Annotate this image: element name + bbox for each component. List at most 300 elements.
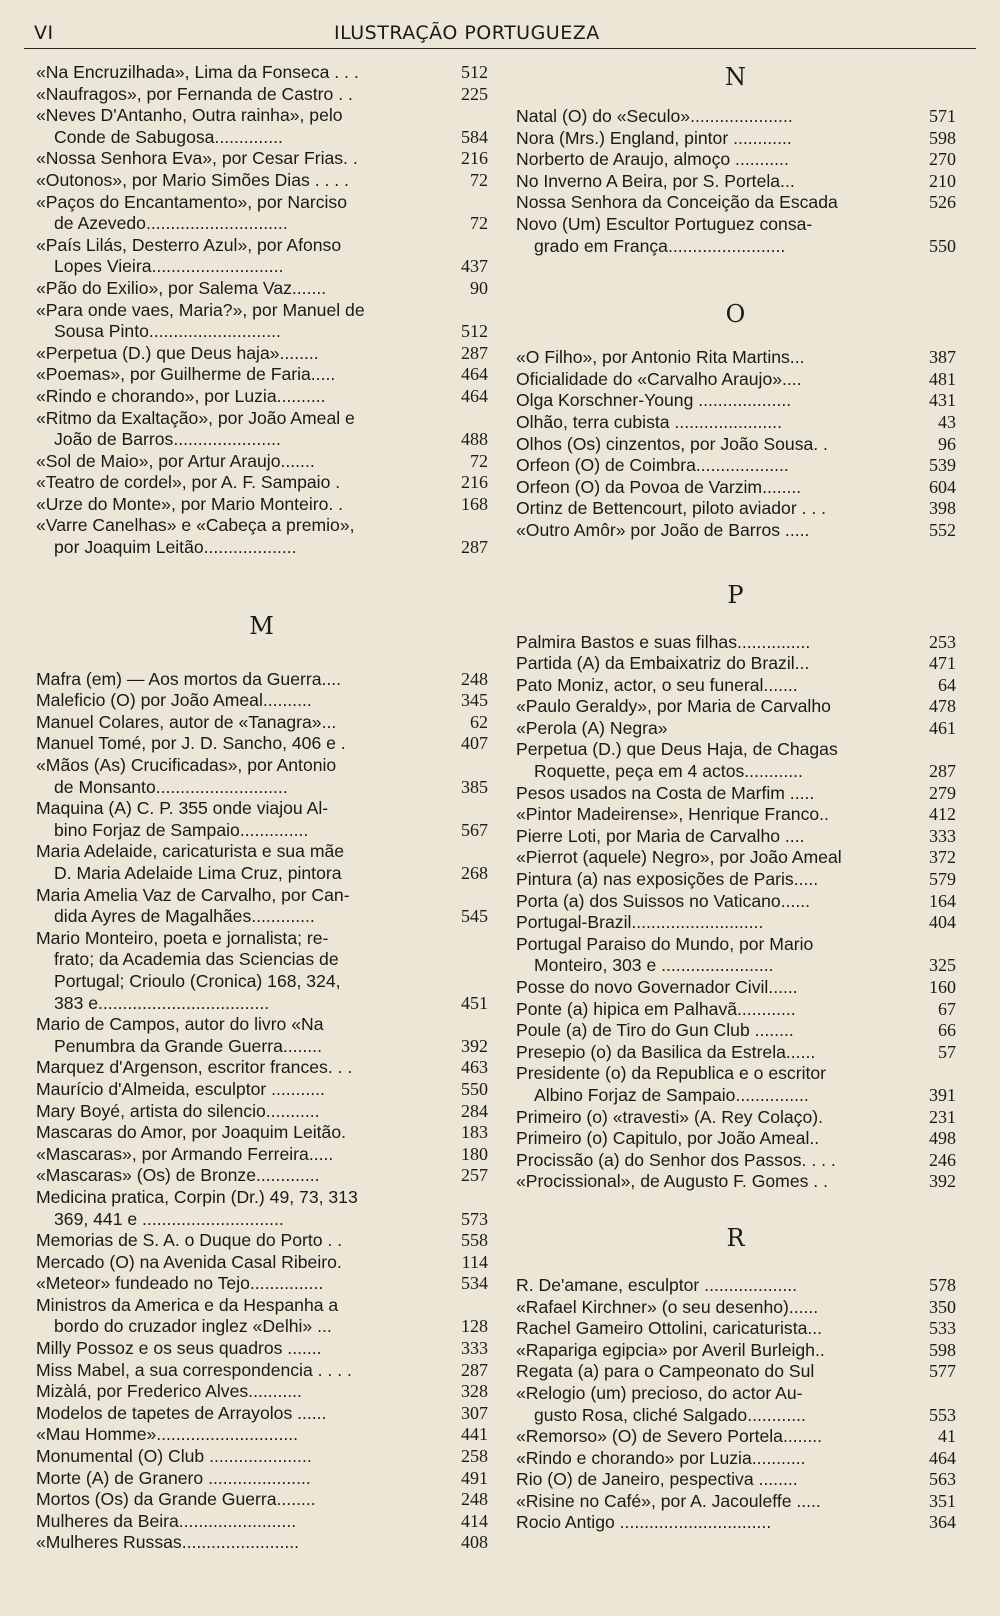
entry-line: «Mau Homme»............................. (36, 1424, 299, 1445)
entry-title (516, 847, 914, 869)
entry-line: Maleficio (O) por João Ameal.......... (36, 690, 312, 711)
entry-page-number: 604 (929, 476, 956, 497)
entry-page-number: 287 (461, 342, 488, 363)
entry-title (516, 934, 914, 977)
entry-title (36, 1532, 446, 1554)
entry-title (36, 1187, 446, 1230)
entry-title (36, 841, 446, 884)
entry-title (516, 434, 914, 456)
entry-line: Modelos de tapetes de Arrayolos ...... (36, 1402, 327, 1423)
entry-page-number: 451 (461, 992, 488, 1013)
entry-line: «Mascaras» (Os) de Bronze............. (36, 1165, 320, 1186)
entry-line: Ponte (a) hipica em Palhavã............ (516, 998, 796, 1019)
entry-page-number: 72 (470, 169, 488, 190)
entry-title (516, 1063, 914, 1106)
index-entry (36, 1424, 488, 1446)
index-entry (36, 192, 488, 235)
index-entry (36, 755, 488, 798)
entry-page-number: 563 (929, 1469, 956, 1490)
index-entry (36, 386, 488, 408)
entry-page-number: 463 (461, 1057, 488, 1078)
entry-page-number: 598 (929, 127, 956, 148)
entry-line: «Urze do Monte», por Mario Monteiro. . (36, 493, 344, 514)
index-entry (36, 1360, 488, 1382)
index-entry (36, 364, 488, 386)
index-entry (516, 1020, 956, 1042)
entry-line: Natal (O) do «Seculo»..................... (516, 106, 793, 126)
index-entry (36, 300, 488, 343)
entry-page-number: 558 (461, 1230, 488, 1251)
entry-title (516, 999, 914, 1021)
entry-page-number: 287 (461, 1359, 488, 1380)
entry-title (516, 912, 914, 934)
entry-title (36, 1144, 446, 1166)
entry-page-number: 567 (461, 819, 488, 840)
entry-title (516, 1491, 914, 1513)
entry-line: bordo do cruzador inglez «Delhi» ... (54, 1316, 332, 1337)
section-letter: R (726, 1223, 746, 1252)
entry-page-number: 571 (929, 106, 956, 126)
index-entry (516, 675, 956, 697)
entry-title (516, 1150, 914, 1172)
index-entry (516, 477, 956, 499)
entry-page-number: 270 (929, 149, 956, 170)
entry-line: «Meteor» fundeado no Tejo............... (36, 1273, 324, 1294)
entry-line: bino Forjaz de Sampaio.............. (54, 819, 309, 840)
entry-line: Roquette, peça em 4 actos............ (534, 761, 803, 782)
entry-page-number: 57 (938, 1041, 956, 1062)
index-entry (516, 434, 956, 456)
entry-line: 369, 441 e ............................. (54, 1208, 284, 1229)
entry-line: Conde de Sabugosa.............. (54, 126, 283, 147)
entry-page-number: 307 (461, 1402, 488, 1423)
entry-title (516, 718, 914, 740)
index-entry (516, 106, 956, 128)
index-entry (516, 498, 956, 520)
index-entry (36, 1144, 488, 1166)
entry-page-number: 534 (461, 1273, 488, 1294)
index-entry (36, 1468, 488, 1490)
entry-title (516, 891, 914, 913)
index-entry (516, 1128, 956, 1150)
entry-title (516, 347, 914, 369)
entry-page-number: 258 (461, 1446, 488, 1467)
entry-title (516, 1318, 914, 1340)
index-entry (36, 1252, 488, 1274)
entry-line: Olga Korschner-Young ................... (516, 390, 792, 411)
entry-title (36, 1338, 446, 1360)
entry-page-number: 550 (461, 1078, 488, 1099)
entry-line: Nora (Mrs.) England, pintor ............ (516, 127, 792, 148)
index-entry (36, 170, 488, 192)
entry-line: Perpetua (D.) que Deus Haja, de Chagas (516, 739, 838, 760)
entry-line: «Poemas», por Guilherme de Faria..... (36, 364, 336, 385)
index-entry (36, 1187, 488, 1230)
entry-title (516, 128, 914, 150)
entry-title (36, 472, 446, 494)
entry-title (36, 192, 446, 235)
index-entry (516, 999, 956, 1021)
index-entry (36, 343, 488, 365)
entry-page-number: 584 (461, 126, 488, 147)
index-entry (516, 347, 956, 369)
entry-title (36, 690, 446, 712)
index-entry (516, 804, 956, 826)
entry-page-number: 253 (929, 631, 956, 652)
entry-page-number: 577 (929, 1361, 956, 1382)
entry-line: «Mãos (As) Crucificadas», por Antonio (36, 755, 337, 776)
index-entry (36, 235, 488, 278)
entry-line: Presidente (o) da Republica e o escritor (516, 1063, 827, 1084)
entry-title (36, 62, 446, 84)
entry-line: Rachel Gameiro Ottolini, caricaturista... (516, 1318, 823, 1339)
entry-line: Olhos (Os) cinzentos, por João Sousa. . (516, 433, 828, 454)
index-entry (36, 733, 488, 755)
entry-title (36, 364, 446, 386)
entry-line: Mario Monteiro, poeta e jornalista; re- (36, 927, 329, 948)
entry-line: Novo (Um) Escultor Portuguez consa- (516, 213, 813, 234)
index-entry (516, 1063, 956, 1106)
index-entry (516, 1150, 956, 1172)
index-entry (36, 712, 488, 734)
entry-line: «Neves D'Antanho, Outra rainha», pelo (36, 105, 343, 126)
entry-title (516, 869, 914, 891)
entry-page-number: 216 (461, 148, 488, 169)
entry-page-number: 210 (929, 170, 956, 191)
index-entry (516, 192, 956, 214)
entry-title (36, 669, 446, 691)
entry-line: 383 e................................... (54, 992, 270, 1013)
entry-page-number: 287 (461, 537, 488, 558)
entry-title (36, 84, 446, 106)
entry-line: Pierre Loti, por Maria de Carvalho .... (516, 825, 805, 846)
index-entry (516, 1383, 956, 1426)
entry-line: Rocio Antigo ............................... (516, 1512, 772, 1533)
entry-title (516, 1512, 914, 1534)
entry-title (36, 494, 446, 516)
entry-line: Ministros da America e da Hespanha a (36, 1294, 339, 1315)
entry-line: por Joaquim Leitão................... (54, 537, 297, 558)
entry-line: «Sol de Maio», por Artur Araujo....... (36, 450, 315, 471)
entry-title (36, 1014, 446, 1057)
entry-page-number: 412 (929, 804, 956, 825)
index-entry (36, 1079, 488, 1101)
index-entry (516, 826, 956, 848)
index-entry (516, 1426, 956, 1448)
index-entry (36, 690, 488, 712)
entry-title (36, 451, 446, 473)
entry-line: Monumental (O) Club ..................... (36, 1446, 312, 1467)
entry-title (516, 1171, 914, 1193)
entry-title (516, 412, 914, 434)
entry-line: Poule (a) de Tiro do Gun Club ........ (516, 1020, 794, 1041)
entry-title (516, 1107, 914, 1129)
entry-page-number: 478 (929, 696, 956, 717)
entry-page-number: 128 (461, 1316, 488, 1337)
index-entry (36, 494, 488, 516)
index-entry (36, 472, 488, 494)
entry-line: Orfeon (O) de Coimbra................... (516, 455, 789, 476)
entry-line: Mary Boyé, artista do silencio........... (36, 1100, 320, 1121)
entry-line: Nossa Senhora da Conceição da Escada (516, 192, 838, 213)
entry-page-number: 431 (929, 390, 956, 411)
index-entry (36, 278, 488, 300)
left-column (36, 62, 488, 1554)
entry-line: D. Maria Adelaide Lima Cruz, pintora (54, 863, 342, 883)
entry-page-number: 350 (929, 1296, 956, 1317)
index-entry (36, 798, 488, 841)
entry-line: Orfeon (O) da Povoa de Varzim........ (516, 476, 802, 497)
entry-line: Ortinz de Bettencourt, piloto aviador . . . (516, 498, 827, 519)
index-entry (36, 1532, 488, 1554)
entry-page-number: 545 (461, 906, 488, 927)
index-entry (36, 1381, 488, 1403)
entry-line: Lopes Vieira........................... (54, 256, 284, 277)
entry-page-number: 471 (929, 653, 956, 674)
index-entry (36, 928, 488, 1014)
entry-line: Maquina (A) C. P. 355 onde viajou Al- (36, 798, 329, 819)
entry-line: Pato Moniz, actor, o seu funeral....... (516, 674, 798, 695)
index-entry (516, 977, 956, 999)
entry-line: Milly Possoz e os seus quadros ....... (36, 1338, 322, 1359)
entry-line: Portugal; Crioulo (Cronica) 168, 324, (54, 970, 341, 991)
entry-page-number: 328 (461, 1381, 488, 1402)
entry-page-number: 225 (461, 83, 488, 104)
entry-title (36, 105, 446, 148)
entry-page-number: 539 (929, 455, 956, 476)
index-entry (36, 408, 488, 451)
entry-title (516, 826, 914, 848)
entry-title (36, 408, 446, 451)
entry-page-number: 67 (938, 998, 956, 1019)
index-entry (516, 1275, 956, 1297)
entry-page-number: 284 (461, 1100, 488, 1121)
index-entry (516, 632, 956, 654)
entry-title (36, 235, 446, 278)
entry-title (516, 1020, 914, 1042)
index-entry (516, 214, 956, 257)
entry-line: Mortos (Os) da Grande Guerra........ (36, 1489, 316, 1510)
entry-page-number: 257 (461, 1165, 488, 1186)
entry-title (36, 928, 446, 1014)
index-entry (516, 1512, 956, 1534)
entry-page-number: 392 (461, 1035, 488, 1056)
entry-page-number: 287 (929, 761, 956, 782)
entry-line: Olhão, terra cubista ...................... (516, 411, 782, 432)
index-entry (36, 1403, 488, 1425)
index-entry (36, 1101, 488, 1123)
entry-page-number: 180 (461, 1143, 488, 1164)
entry-line: Mercado (O) na Avenida Casal Ribeiro. (36, 1251, 342, 1272)
index-entry (516, 1171, 956, 1193)
entry-line: Regata (a) para o Campeonato do Sul (516, 1361, 815, 1382)
entry-line: Maria Adelaide, caricaturista e sua mãe (36, 841, 345, 862)
index-entry (516, 390, 956, 412)
entry-page-number: 498 (929, 1128, 956, 1149)
entry-page-number: 72 (470, 450, 488, 471)
entry-line: «Remorso» (O) de Severo Portela........ (516, 1426, 823, 1447)
entry-page-number: 512 (461, 62, 488, 82)
entry-line: No Inverno A Beira, por S. Portela... (516, 170, 795, 191)
index-entry (36, 1057, 488, 1079)
index-entry (516, 739, 956, 782)
index-entry (36, 148, 488, 170)
entry-line: «Rafael Kirchner» (o seu desenho)...... (516, 1296, 819, 1317)
index-entry (36, 1165, 488, 1187)
entry-line: «Pierrot (aquele) Negro», por João Ameal (516, 847, 842, 868)
entry-line: João de Barros...................... (54, 429, 281, 450)
entry-line: Primeiro (o) Capitulo, por João Ameal.. (516, 1128, 820, 1149)
section-letter: N (725, 63, 747, 91)
entry-page-number: 72 (470, 213, 488, 234)
entry-title (36, 733, 446, 755)
entry-page-number: 464 (929, 1447, 956, 1468)
index-entry (36, 1014, 488, 1057)
entry-title (516, 1448, 914, 1470)
entry-line: Portugal Paraiso do Mundo, por Mario (516, 933, 814, 954)
entry-line: Morte (A) de Granero ..................... (36, 1467, 311, 1488)
entry-page-number: 279 (929, 782, 956, 803)
entry-page-number: 598 (929, 1339, 956, 1360)
entry-title (516, 498, 914, 520)
entry-line: «Rapariga egipcia» por Averil Burleigh.. (516, 1339, 825, 1360)
entry-page-number: 248 (461, 1489, 488, 1510)
entry-page-number: 183 (461, 1122, 488, 1143)
entry-line: «Procissional», de Augusto F. Gomes . . (516, 1171, 828, 1192)
entry-line: Albino Forjaz de Sampaio............... (534, 1084, 809, 1105)
entry-line: Procissão (a) do Senhor dos Passos. . . . (516, 1149, 836, 1170)
entry-line: «Mascaras», por Armando Ferreira..... (36, 1143, 334, 1164)
entry-title (516, 149, 914, 171)
index-entry (36, 1511, 488, 1533)
entry-line: grado em França........................ (534, 235, 786, 256)
entry-line: Pintura (a) nas exposições de Paris..... (516, 869, 819, 890)
index-entry (36, 1446, 488, 1468)
entry-title (36, 1273, 446, 1295)
entry-title (36, 885, 446, 928)
entry-line: Medicina pratica, Corpin (Dr.) 49, 73, 313 (36, 1186, 358, 1207)
entry-page-number: 372 (929, 847, 956, 868)
index-entry (36, 1338, 488, 1360)
entry-page-number: 552 (929, 519, 956, 540)
entry-line: frato; da Academia das Sciencias de (54, 949, 339, 970)
entry-title (36, 170, 446, 192)
index-entry (36, 1489, 488, 1511)
entry-title (36, 1381, 446, 1403)
entry-page-number: 408 (461, 1532, 488, 1553)
index-entry (36, 515, 488, 558)
entry-title (36, 300, 446, 343)
entry-line: Mulheres da Beira........................ (36, 1510, 297, 1531)
entry-line: Maurício d'Almeida, esculptor ........... (36, 1078, 325, 1099)
entry-page-number: 333 (461, 1338, 488, 1359)
entry-line: Monteiro, 303 e ....................... (534, 955, 774, 976)
entry-page-number: 43 (938, 411, 956, 432)
entry-title (516, 804, 914, 826)
entry-page-number: 96 (938, 433, 956, 454)
index-entry (36, 105, 488, 148)
entry-title (516, 106, 914, 128)
entry-line: «Na Encruzilhada», Lima da Fonseca . . . (36, 62, 359, 82)
entry-line: «Perpetua (D.) que Deus haja»........ (36, 342, 319, 363)
entry-page-number: 114 (461, 1251, 488, 1272)
entry-page-number: 464 (461, 364, 488, 385)
entry-page-number: 491 (461, 1467, 488, 1488)
entry-line: «Pintor Madeirense», Henrique Franco.. (516, 804, 829, 825)
entry-page-number: 579 (929, 869, 956, 890)
entry-title (516, 632, 914, 654)
entry-title (516, 653, 914, 675)
index-entry (516, 1297, 956, 1319)
entry-line: Posse do novo Governador Civil...... (516, 977, 798, 997)
entry-page-number: 533 (929, 1318, 956, 1339)
entry-page-number: 553 (929, 1404, 956, 1425)
entry-title (516, 477, 914, 499)
entry-line: «Mulheres Russas........................ (36, 1532, 300, 1553)
entry-title (516, 1042, 914, 1064)
entry-page-number: 66 (938, 1020, 956, 1041)
entry-line: «Paulo Geraldy», por Maria de Carvalho (516, 696, 831, 717)
entry-line: Rio (O) de Janeiro, pespectiva ........ (516, 1469, 798, 1490)
entry-title (516, 1297, 914, 1319)
entry-title (516, 390, 914, 412)
entry-line: Mizàlá, por Frederico Alves........... (36, 1381, 302, 1402)
entry-page-number: 41 (938, 1426, 956, 1447)
entry-page-number: 464 (461, 385, 488, 406)
entry-title (36, 1360, 446, 1382)
index-entry (516, 128, 956, 150)
entry-title (36, 1511, 446, 1533)
entry-line: Palmira Bastos e suas filhas............... (516, 631, 811, 652)
entry-title (36, 1468, 446, 1490)
index-entry (516, 412, 956, 434)
entry-line: Mario de Campos, autor do livro «Na (36, 1014, 324, 1035)
entry-title (36, 386, 446, 408)
entry-page-number: 441 (461, 1424, 488, 1445)
entry-page-number: 398 (929, 498, 956, 519)
index-entry (516, 934, 956, 977)
entry-title (36, 1403, 446, 1425)
entry-page-number: 333 (929, 825, 956, 846)
entry-title (516, 171, 914, 193)
entry-page-number: 573 (461, 1208, 488, 1229)
entry-title (36, 1446, 446, 1468)
index-entry (516, 369, 956, 391)
entry-line: Mafra (em) — Aos mortos da Guerra.... (36, 668, 342, 689)
entry-page-number: 437 (461, 256, 488, 277)
entry-title (36, 1489, 446, 1511)
entry-page-number: 526 (929, 192, 956, 213)
entry-line: Porta (a) dos Suissos no Vaticano...... (516, 890, 811, 911)
entry-line: «Rindo e chorando» por Luzia........... (516, 1447, 806, 1468)
entry-line: Oficialidade do «Carvalho Araujo».... (516, 368, 802, 389)
entry-title (36, 1122, 446, 1144)
entry-title (36, 1252, 446, 1274)
entry-page-number: 248 (461, 668, 488, 689)
index-entry (36, 1122, 488, 1144)
entry-line: «Perola (A) Negra» (516, 717, 668, 738)
entry-title (516, 1426, 914, 1448)
entry-page-number: 488 (461, 429, 488, 450)
entry-line: «Teatro de cordel», por A. F. Sampaio . (36, 472, 341, 493)
entry-line: Norberto de Araujo, almoço ........... (516, 149, 789, 170)
entry-title (516, 783, 914, 805)
entry-title (516, 1128, 914, 1150)
entry-title (36, 278, 446, 300)
entry-line: «Pão do Exilio», por Salema Vaz....... (36, 277, 327, 298)
entry-title (36, 1424, 446, 1446)
entry-title (516, 1361, 914, 1383)
